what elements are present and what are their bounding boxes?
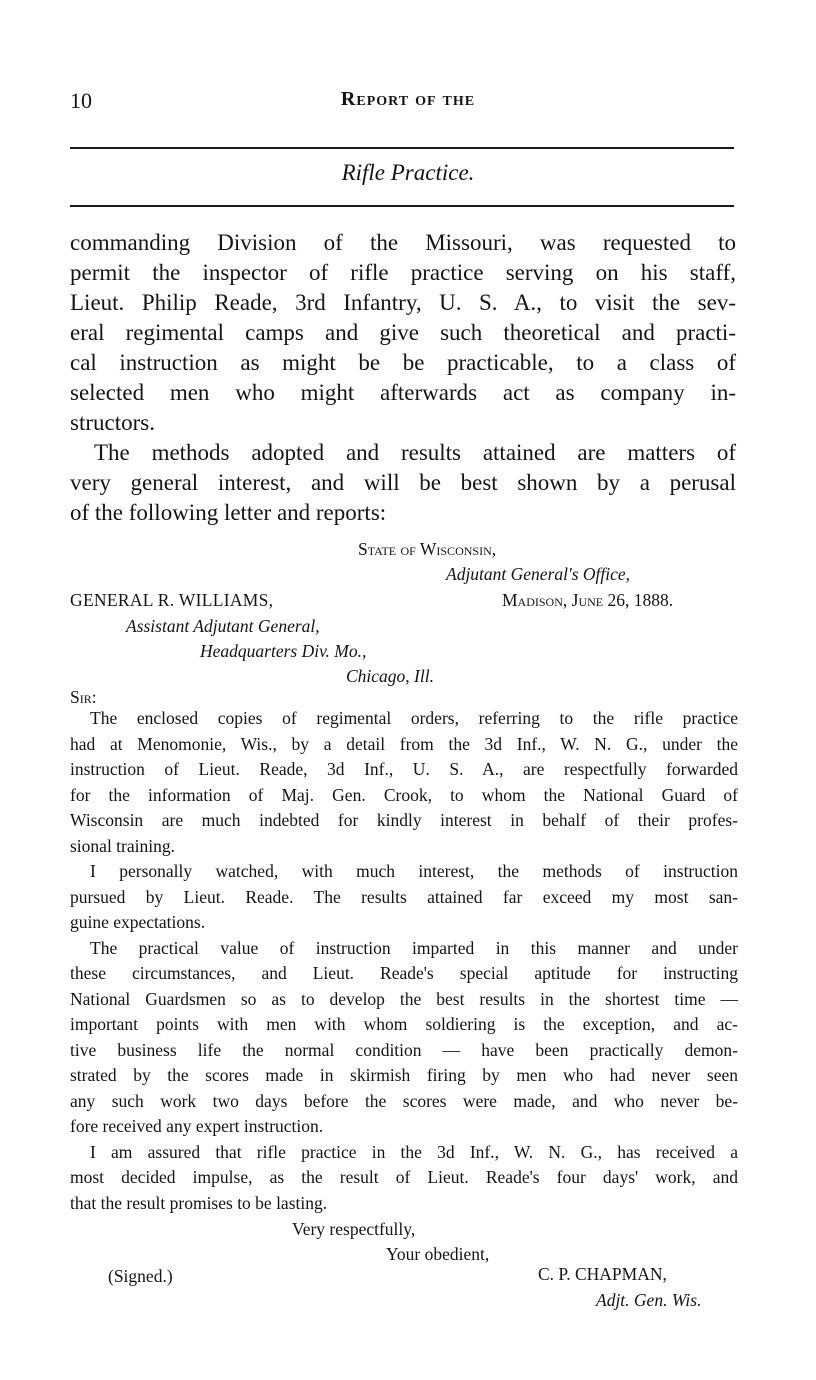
letter-line: had at Menomonie, Wis., by a detail from the 3d Inf., W. N. G., under the (70, 734, 738, 754)
letter-signer-name: C. P. CHAPMAN, (538, 1264, 667, 1284)
letter-line: National Guardsmen so as to develop the best results in the shortest time — (70, 989, 738, 1009)
body-line: Lieut. Philip Reade, 3rd Infantry, U. S. A., to visit the sev- (70, 290, 736, 315)
body-line: eral regimental camps and give such theoretical and practi- (70, 320, 736, 345)
letter-recipient-city: Chicago, Ill. (346, 666, 434, 686)
body-line: cal instruction as might be be practicable, to a class of (70, 350, 736, 375)
letter-line: important points with men with whom soldiering is the exception, and ac- (70, 1014, 738, 1034)
letter-line: any such work two days before the scores were made, and who never be- (70, 1091, 738, 1111)
header-rule-top (70, 147, 734, 149)
letter-line: The enclosed copies of regimental orders, referring to the rifle practice (90, 708, 738, 728)
letter-line: Wisconsin are much indebted for kindly interest in behalf of their profes- (70, 810, 738, 830)
letter-signer-title: Adjt. Gen. Wis. (596, 1290, 702, 1310)
letter-line: instruction of Lieut. Reade, 3d Inf., U. S. A., are respectfully forwarded (70, 759, 738, 779)
body-line: selected men who might afterwards act as company in- (70, 380, 736, 405)
letter-line: these circumstances, and Lieut. Reade's special aptitude for instructing (70, 963, 738, 983)
running-head: Report of the (340, 88, 476, 110)
letter-line: strated by the scores made in skirmish firing by men who had never seen (70, 1065, 738, 1085)
letter-line: guine expectations. (70, 912, 206, 932)
letter-place-date: Madison, June 26, 1888. (502, 590, 674, 610)
letter-sender-state: State of Wisconsin, (358, 539, 497, 559)
letter-line: I personally watched, with much interest, the methods of instruction (90, 861, 738, 881)
letter-closing-1: Very respectfully, (292, 1219, 416, 1239)
letter-recipient-hq: Headquarters Div. Mo., (200, 641, 367, 661)
letter-recipient-name: GENERAL R. WILLIAMS, (70, 590, 274, 610)
letter-line: fore received any expert instruction. (70, 1116, 324, 1136)
letter-line: The practical value of instruction imparted in this manner and under (90, 938, 738, 958)
letter-salutation: Sir: (70, 687, 97, 707)
letter-line: pursued by Lieut. Reade. The results attained far exceed my most san- (70, 887, 738, 907)
body-line: permit the inspector of rifle practice serving on his staff, (70, 260, 736, 285)
page-number: 10 (70, 88, 92, 113)
header-rule-bottom (70, 205, 734, 207)
body-line: commanding Division of the Missouri, was requested to (70, 230, 736, 255)
letter-line: sional training. (70, 836, 175, 856)
letter-line: that the result promises to be lasting. (70, 1193, 328, 1213)
body-line: of the following letter and reports: (70, 500, 387, 525)
body-line: structors. (70, 410, 155, 435)
letter-line: tive business life the normal condition — have been practically demon- (70, 1040, 738, 1060)
body-line: very general interest, and will be best shown by a perusal (70, 470, 736, 495)
body-line: The methods adopted and results attained are matters of (94, 440, 736, 465)
letter-closing-2: Your obedient, (386, 1244, 490, 1264)
letter-line: most decided impulse, as the result of Lieut. Reade's four days' work, and (70, 1167, 738, 1187)
letter-sender-office: Adjutant General's Office, (446, 564, 631, 584)
letter-line: I am assured that rifle practice in the 3d Inf., W. N. G., has received a (90, 1142, 738, 1162)
section-title: Rifle Practice. (341, 160, 475, 185)
letter-signed-note: (Signed.) (108, 1266, 173, 1286)
letter-recipient-title: Assistant Adjutant General, (126, 616, 320, 636)
letter-line: for the information of Maj. Gen. Crook, to whom the National Guard of (70, 785, 738, 805)
